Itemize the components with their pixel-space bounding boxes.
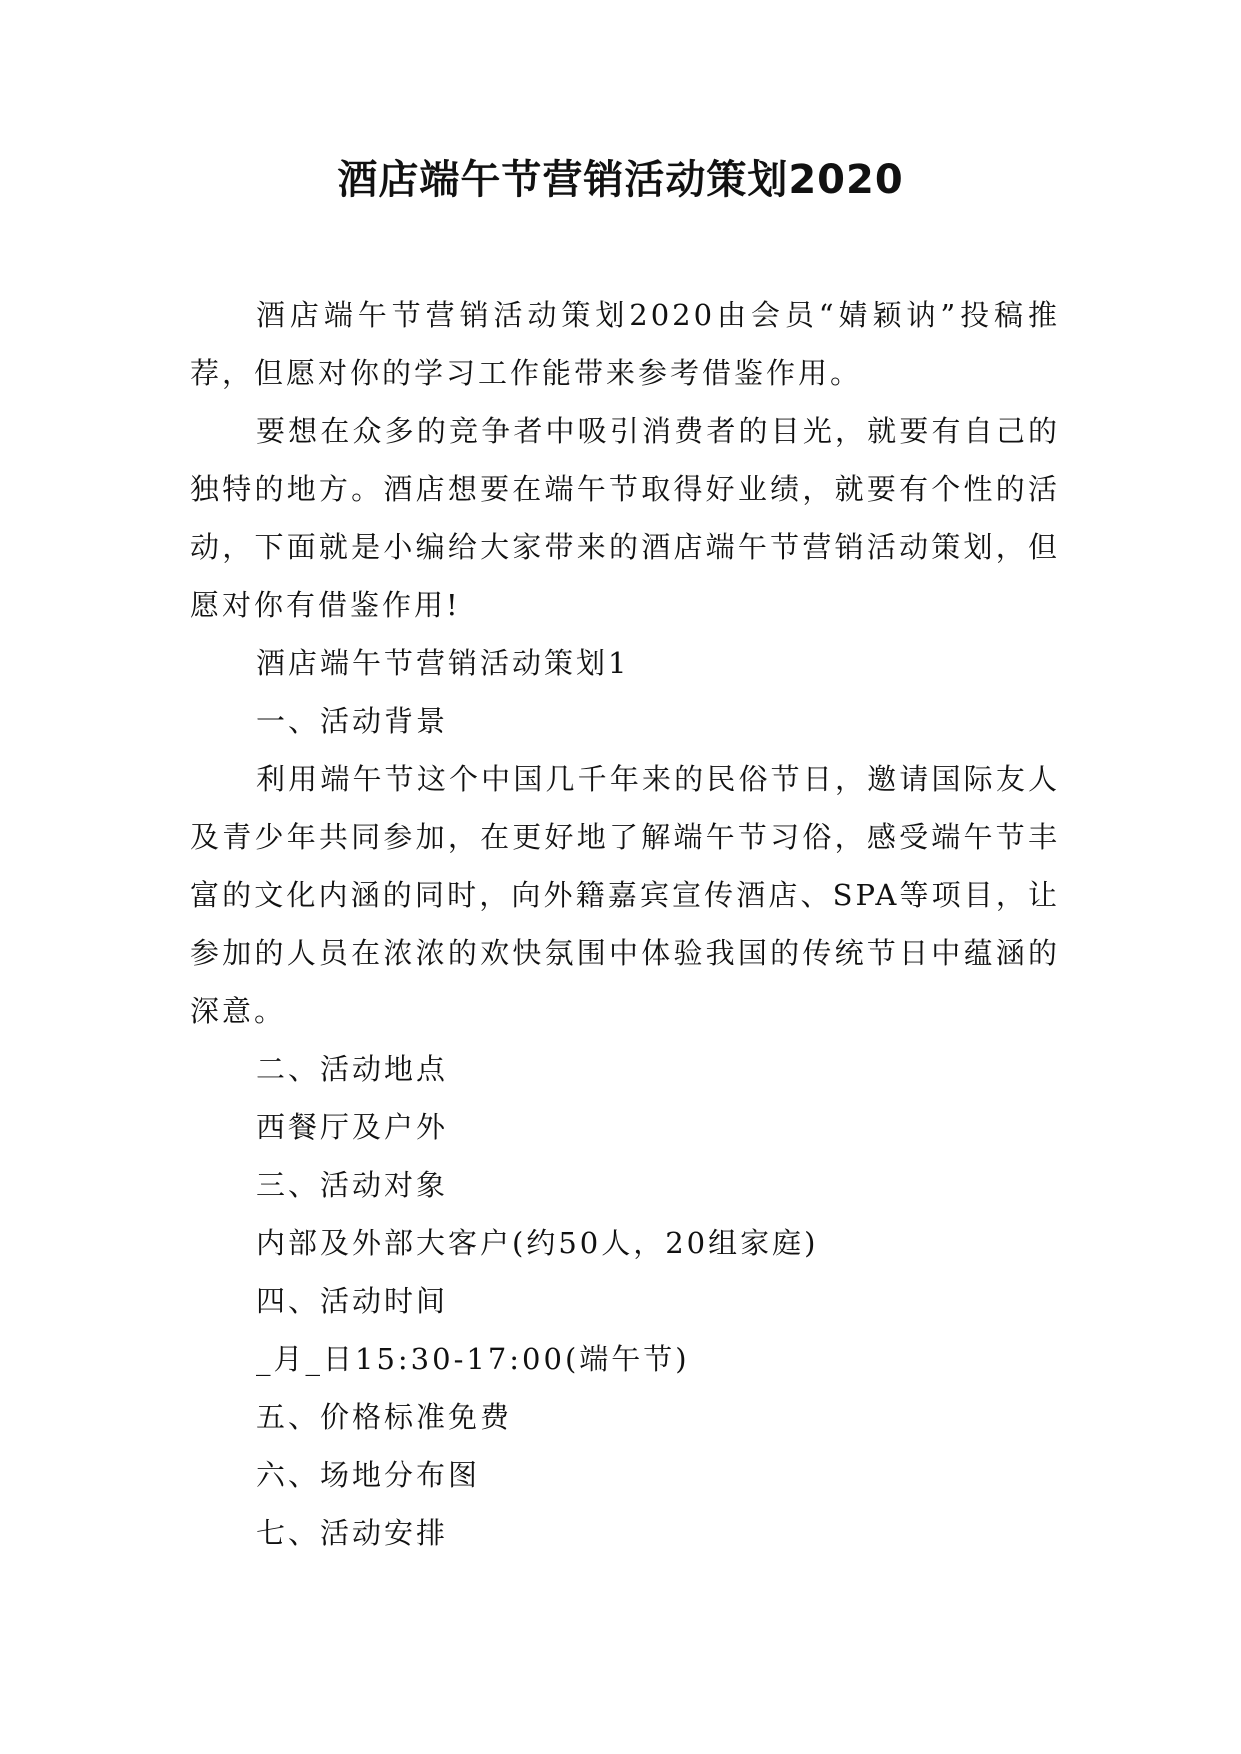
- paragraph-time: _月_日15:30-17:00(端午节): [256, 1342, 690, 1376]
- heading-audience: 三、活动对象: [256, 1168, 449, 1202]
- paragraph-background: 利用端午节这个中国几千年来的民俗节日，邀请国际友人及青少年共同参加，在更好地了解端午节习俗，感受端午节丰富的文化内涵的同时，向外籍嘉宾宣传酒店、SPA等项目，让参加的人员在浓浓的欢快氛围中体验我国的传统节日中蕴涵的深意。: [190, 762, 1060, 1028]
- heading-venue-map: 六、场地分布图: [256, 1458, 481, 1492]
- heading-time: 四、活动时间: [256, 1284, 449, 1318]
- paragraph-intro: 酒店端午节营销活动策划2020由会员“婧颖讷”投稿推荐，但愿对你的学习工作能带来参考借鉴作用。: [190, 298, 1060, 390]
- paragraph-lead: 要想在众多的竞争者中吸引消费者的目光，就要有自己的独特的地方。酒店想要在端午节取得好业绩，就要有个性的活动，下面就是小编给大家带来的酒店端午节营销活动策划，但愿对你有借鉴作用!: [190, 414, 1060, 622]
- document-title: 酒店端午节营销活动策划2020: [337, 157, 904, 203]
- heading-location: 二、活动地点: [256, 1052, 449, 1086]
- heading-background: 一、活动背景: [256, 704, 449, 738]
- section-heading: 酒店端午节营销活动策划1: [256, 646, 630, 680]
- document-body: [190, 286, 1060, 1562]
- heading-price: 五、价格标准免费: [256, 1400, 513, 1434]
- paragraph-location: 西餐厅及户外: [256, 1110, 449, 1144]
- paragraph-audience: 内部及外部大客户(约50人，20组家庭): [256, 1226, 819, 1260]
- heading-schedule: 七、活动安排: [256, 1516, 449, 1550]
